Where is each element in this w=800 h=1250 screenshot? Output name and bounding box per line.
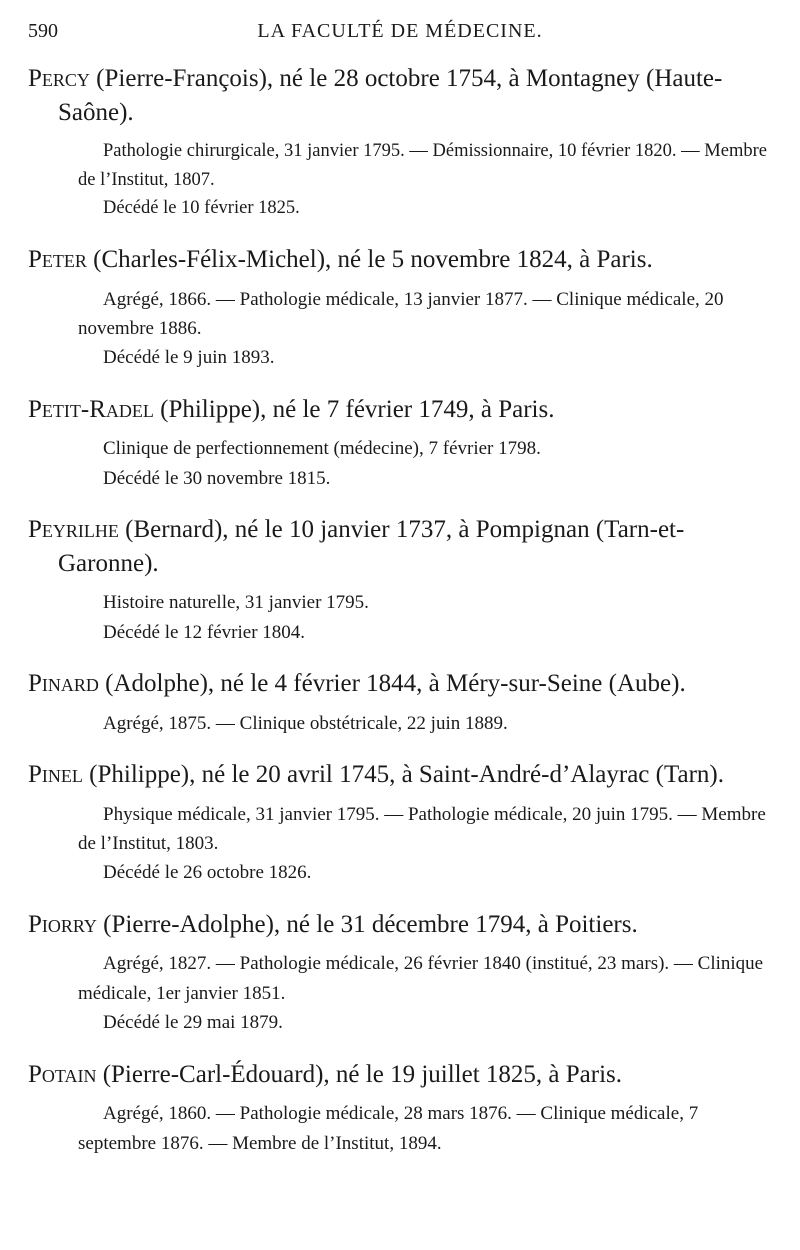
entry-heading xyxy=(28,908,772,942)
entry-surname: Pinel xyxy=(28,761,83,789)
entry-detail: Agrégé, 1875. — Clinique obstétricale, 22 juin 1889. xyxy=(103,712,508,734)
entry-birth-info: (Pierre-Adolphe), né le 31 décembre 1794, à Poitiers. xyxy=(96,910,638,938)
entry-detail: Agrégé, 1866. — Pathologie médicale, 13 janvier 1877. — Clinique médicale, 20 novembre 1886. xyxy=(78,288,724,339)
entry-detail: Agrégé, 1860. — Pathologie médicale, 28 mars 1876. — Clinique médicale, 7 septembre 1876. — Membre de l’Institut, 1894. xyxy=(78,1103,699,1154)
entry-birth-info: (Bernard), né le 10 janvier 1737, à Pompignan (Tarn-et-Garonne). xyxy=(58,516,685,577)
entry-surname: Peyrilhe xyxy=(28,516,119,544)
running-title: LA FACULTÉ DE MÉDECINE. xyxy=(257,20,543,42)
entry-birth-info: (Philippe), né le 7 février 1749, à Paris. xyxy=(153,395,555,423)
entry-detail: Décédé le 26 octobre 1826. xyxy=(103,862,312,884)
entry-detail: Histoire naturelle, 31 janvier 1795. xyxy=(103,592,369,614)
entry-birth-info: (Pierre-François), né le 28 octobre 1754, à Montagney (Haute-Saône). xyxy=(58,65,723,126)
entry-birth-info: (Charles-Félix-Michel), né le 5 novembre 1824, à Paris. xyxy=(86,246,653,274)
entry-potain xyxy=(28,1058,772,1158)
entry-pinard xyxy=(28,667,772,738)
entry-detail: Décédé le 9 juin 1893. xyxy=(103,347,275,369)
entry-heading xyxy=(28,758,772,792)
entry-heading xyxy=(28,62,772,129)
entry-detail: Décédé le 30 novembre 1815. xyxy=(103,467,331,489)
entry-pinel xyxy=(28,758,772,888)
page-header xyxy=(28,20,772,50)
entry-heading xyxy=(28,393,772,427)
entry-heading xyxy=(28,1058,772,1092)
entry-heading xyxy=(28,667,772,701)
entry-surname: Petit-Radel xyxy=(28,395,154,423)
entry-detail: Décédé le 12 février 1804. xyxy=(103,621,306,643)
page-number: 590 xyxy=(28,20,58,42)
entry-detail: Pathologie chirurgicale, 31 janvier 1795. — Démissionnaire, 10 février 1820. — Membre de l’Institut, 1807. xyxy=(78,141,767,190)
entry-detail: Physique médicale, 31 janvier 1795. — Pathologie médicale, 20 juin 1795. — Membre de l’Institut, 1803. xyxy=(78,803,766,854)
entry-detail: Clinique de perfectionnement (médecine), 7 février 1798. xyxy=(103,438,541,460)
entry-list xyxy=(28,62,772,1178)
entry-surname: Peter xyxy=(28,246,87,274)
entry-birth-info: (Pierre-Carl-Édouard), né le 19 juillet 1825, à Paris. xyxy=(96,1060,622,1088)
entry-detail: Décédé le 10 février 1825. xyxy=(103,198,300,219)
entry-surname: Potain xyxy=(28,1060,97,1088)
entry-percy xyxy=(28,62,772,223)
entry-surname: Pinard xyxy=(28,670,99,698)
entry-surname: Percy xyxy=(28,65,90,92)
entry-heading xyxy=(28,243,772,277)
entry-heading xyxy=(28,513,772,580)
entry-birth-info: (Philippe), né le 20 avril 1745, à Saint-André-d’Alayrac (Tarn). xyxy=(82,761,724,789)
entry-piorry xyxy=(28,908,772,1038)
entry-detail: Décédé le 29 mai 1879. xyxy=(103,1012,283,1034)
entry-surname: Piorry xyxy=(28,910,97,938)
entry-peyrilhe xyxy=(28,513,772,647)
entry-detail: Agrégé, 1827. — Pathologie médicale, 26 février 1840 (institué, 23 mars). — Clinique médicale, 1er janvier 1851. xyxy=(78,953,764,1004)
entry-peter xyxy=(28,243,772,373)
entry-petit-radel xyxy=(28,393,772,493)
entry-birth-info: (Adolphe), né le 4 février 1844, à Méry-sur-Seine (Aube). xyxy=(98,670,686,698)
